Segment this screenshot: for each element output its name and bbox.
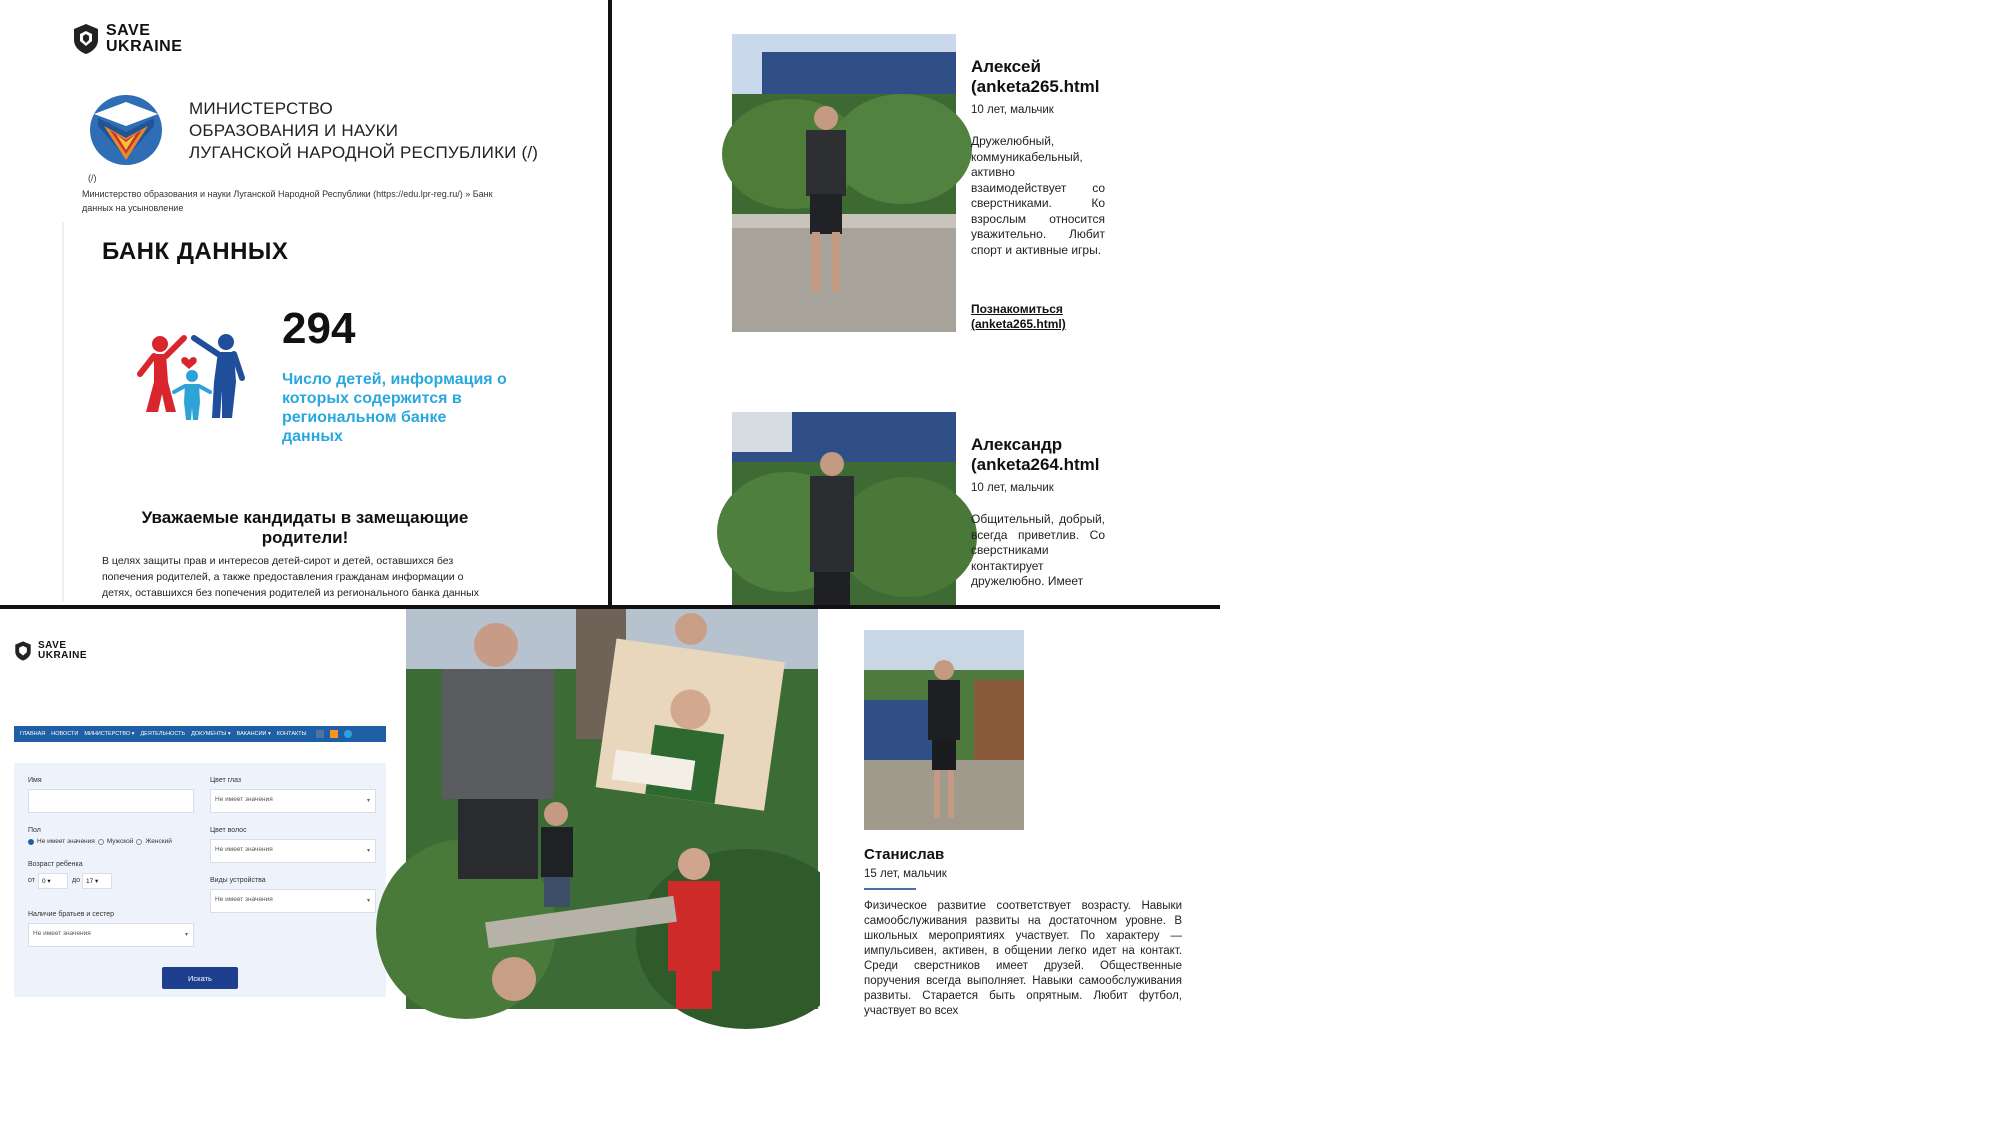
age-from-select[interactable]: 0 ▾ — [38, 873, 68, 889]
gender-option-female: Женский — [145, 838, 172, 845]
eye-color-value: Не имеет значения — [215, 796, 273, 803]
logo-text-ukraine: UKRAINE — [106, 38, 183, 55]
child-profile-stanislav — [820, 609, 1220, 1017]
ministry-emblem-icon — [86, 92, 166, 168]
gender-radio-female[interactable] — [136, 839, 142, 845]
search-form-screenshot — [0, 609, 404, 1009]
ministry-name-line1: МИНИСТЕРСТВО — [189, 99, 333, 118]
profile-meta-stanislav: 15 лет, мальчик — [864, 868, 947, 880]
child-profiles-screenshot — [612, 0, 1220, 605]
content-edge — [62, 222, 64, 602]
search-form — [14, 763, 386, 997]
site-navigation — [14, 726, 386, 742]
meet-link-anketa-aleksey[interactable]: (anketa265.html) — [971, 317, 1066, 331]
eye-color-select[interactable] — [210, 789, 376, 813]
ministry-name-line2: ОБРАЗОВАНИЯ И НАУКИ — [189, 121, 399, 140]
age-to-select[interactable]: 17 ▾ — [82, 873, 112, 889]
search-button[interactable]: Искать — [162, 967, 238, 989]
nav-item-activity[interactable]: ДЕЯТЕЛЬНОСТЬ — [140, 731, 186, 737]
siblings-select[interactable] — [28, 923, 194, 947]
nav-item-home[interactable]: ГЛАВНАЯ — [20, 731, 46, 737]
child-photo-aleksey — [732, 34, 956, 332]
nav-item-contacts[interactable]: КОНТАКТЫ — [276, 731, 307, 737]
siblings-label: Наличие братьев и сестер — [28, 911, 115, 918]
children-count-description: Число детей, информация о которых содержится в региональном банке данных — [282, 371, 507, 445]
age-to-label: до — [72, 877, 80, 884]
nav-item-news[interactable]: НОВОСТИ — [51, 731, 79, 737]
device-type-select[interactable] — [210, 889, 376, 913]
save-ukraine-logo-small — [14, 640, 87, 662]
intro-paragraph-line3: детях, оставшихся без попечения родителей из регионального банка данных — [102, 587, 479, 599]
profile-anketa-aleksandr[interactable]: (anketa264.html — [971, 455, 1100, 474]
intro-paragraph-line1: В целях защиты прав и интересов детей-сирот и детей, оставшихся без — [102, 555, 454, 567]
ministry-page-screenshot — [0, 0, 608, 605]
meet-link-aleksey[interactable]: Познакомиться — [971, 302, 1063, 316]
logo-text-save: SAVE — [38, 640, 67, 651]
hair-color-select[interactable] — [210, 839, 376, 863]
telegram-icon[interactable] — [344, 730, 352, 738]
eye-color-label: Цвет глаз — [210, 777, 242, 784]
profile-name-aleksandr: Александр — [971, 435, 1063, 454]
breadcrumb-line1[interactable]: Министерство образования и науки Луганской Народной Республики (https://edu.lpr-reg.ru/) » Банк — [82, 189, 493, 199]
family-icon — [132, 332, 247, 424]
children-count: 294 — [282, 304, 356, 353]
chevron-down-icon: ▾ — [366, 848, 370, 854]
ok-icon[interactable] — [330, 730, 338, 738]
device-type-label: Виды устройства — [210, 877, 266, 884]
logo-text-ukraine: UKRAINE — [38, 650, 88, 661]
gender-option-any: Не имеет значения — [37, 838, 95, 845]
bank-title: БАНК ДАННЫХ — [102, 238, 289, 265]
breadcrumb-line2: данных на усыновление — [82, 203, 184, 213]
profile-name-aleksey: Алексей — [971, 57, 1041, 76]
age-from-label: от — [28, 877, 35, 884]
gender-radio-any[interactable] — [28, 839, 34, 845]
profile-description-aleksey: Дружелюбный, коммуникабельный, активно взаимодействует со сверстниками. Ко взрослым относится уважительно. Любит спорт и активные игры. — [971, 134, 1105, 257]
child-photo-stanislav — [864, 630, 1024, 830]
children-photo-collage — [406, 609, 818, 1009]
home-link[interactable]: (/) — [88, 173, 97, 183]
child-photo-aleksandr — [732, 412, 956, 605]
name-input[interactable] — [28, 789, 194, 813]
gender-label: Пол — [28, 827, 41, 834]
greeting-line1: Уважаемые кандидаты в замещающие — [141, 508, 469, 527]
greeting-line2: родители! — [261, 528, 349, 547]
chevron-down-icon: ▾ — [184, 932, 188, 938]
ministry-name-line3[interactable]: ЛУГАНСКОЙ НАРОДНОЙ РЕСПУБЛИКИ (/) — [189, 143, 539, 162]
siblings-value: Не имеет значения — [33, 930, 91, 937]
gender-radio-male[interactable] — [98, 839, 104, 845]
name-label: Имя — [28, 777, 42, 784]
shield-icon — [72, 22, 100, 56]
logo-text-save: SAVE — [106, 22, 151, 39]
vk-icon[interactable] — [316, 730, 324, 738]
save-ukraine-logo — [72, 22, 182, 56]
gender-option-male: Мужской — [106, 838, 134, 845]
profile-description-stanislav: Физическое развитие соответствует возрасту. Навыки самообслуживания развиты на достаточном уровне. В школьных мероприятиях участвует. По характеру — импульсивен, активен, в общении легко идет на контакт. Среди сверстников имеет друзей. Общественные поручения всегда выполняет. Навыки самообслуживания развиты. Старается быть опрятным. Любит футбол, участвует во всех — [864, 900, 1182, 1017]
chevron-down-icon: ▾ — [366, 798, 370, 804]
hair-color-label: Цвет волос — [210, 827, 247, 834]
intro-paragraph-line2: попечения родителей, а также предоставления гражданам информации о — [102, 571, 464, 583]
profile-meta-aleksandr: 10 лет, мальчик — [971, 482, 1054, 494]
nav-item-ministry[interactable]: МИНИСТЕРСТВО ▾ — [84, 731, 135, 737]
age-to-value: 17 — [86, 878, 94, 885]
profile-name-stanislav: Станислав — [864, 846, 945, 863]
age-label: Возраст ребенка — [28, 861, 83, 868]
title-underline — [864, 888, 916, 890]
hair-color-value: Не имеет значения — [215, 846, 273, 853]
device-type-value: Не имеет значения — [215, 896, 273, 903]
nav-item-documents[interactable]: ДОКУМЕНТЫ ▾ — [191, 731, 231, 737]
profile-meta-aleksey: 10 лет, мальчик — [971, 104, 1054, 116]
age-from-value: 0 — [42, 878, 46, 885]
chevron-down-icon: ▾ — [366, 898, 370, 904]
profile-description-aleksandr: Общительный, добрый, всегда приветлив. Со сверстниками контактирует дружелюбно. Имеет — [971, 512, 1105, 588]
profile-anketa-aleksey[interactable]: (anketa265.html — [971, 77, 1100, 96]
shield-icon — [14, 640, 32, 662]
nav-item-vacancies[interactable]: ВАКАНСИИ ▾ — [236, 731, 271, 737]
